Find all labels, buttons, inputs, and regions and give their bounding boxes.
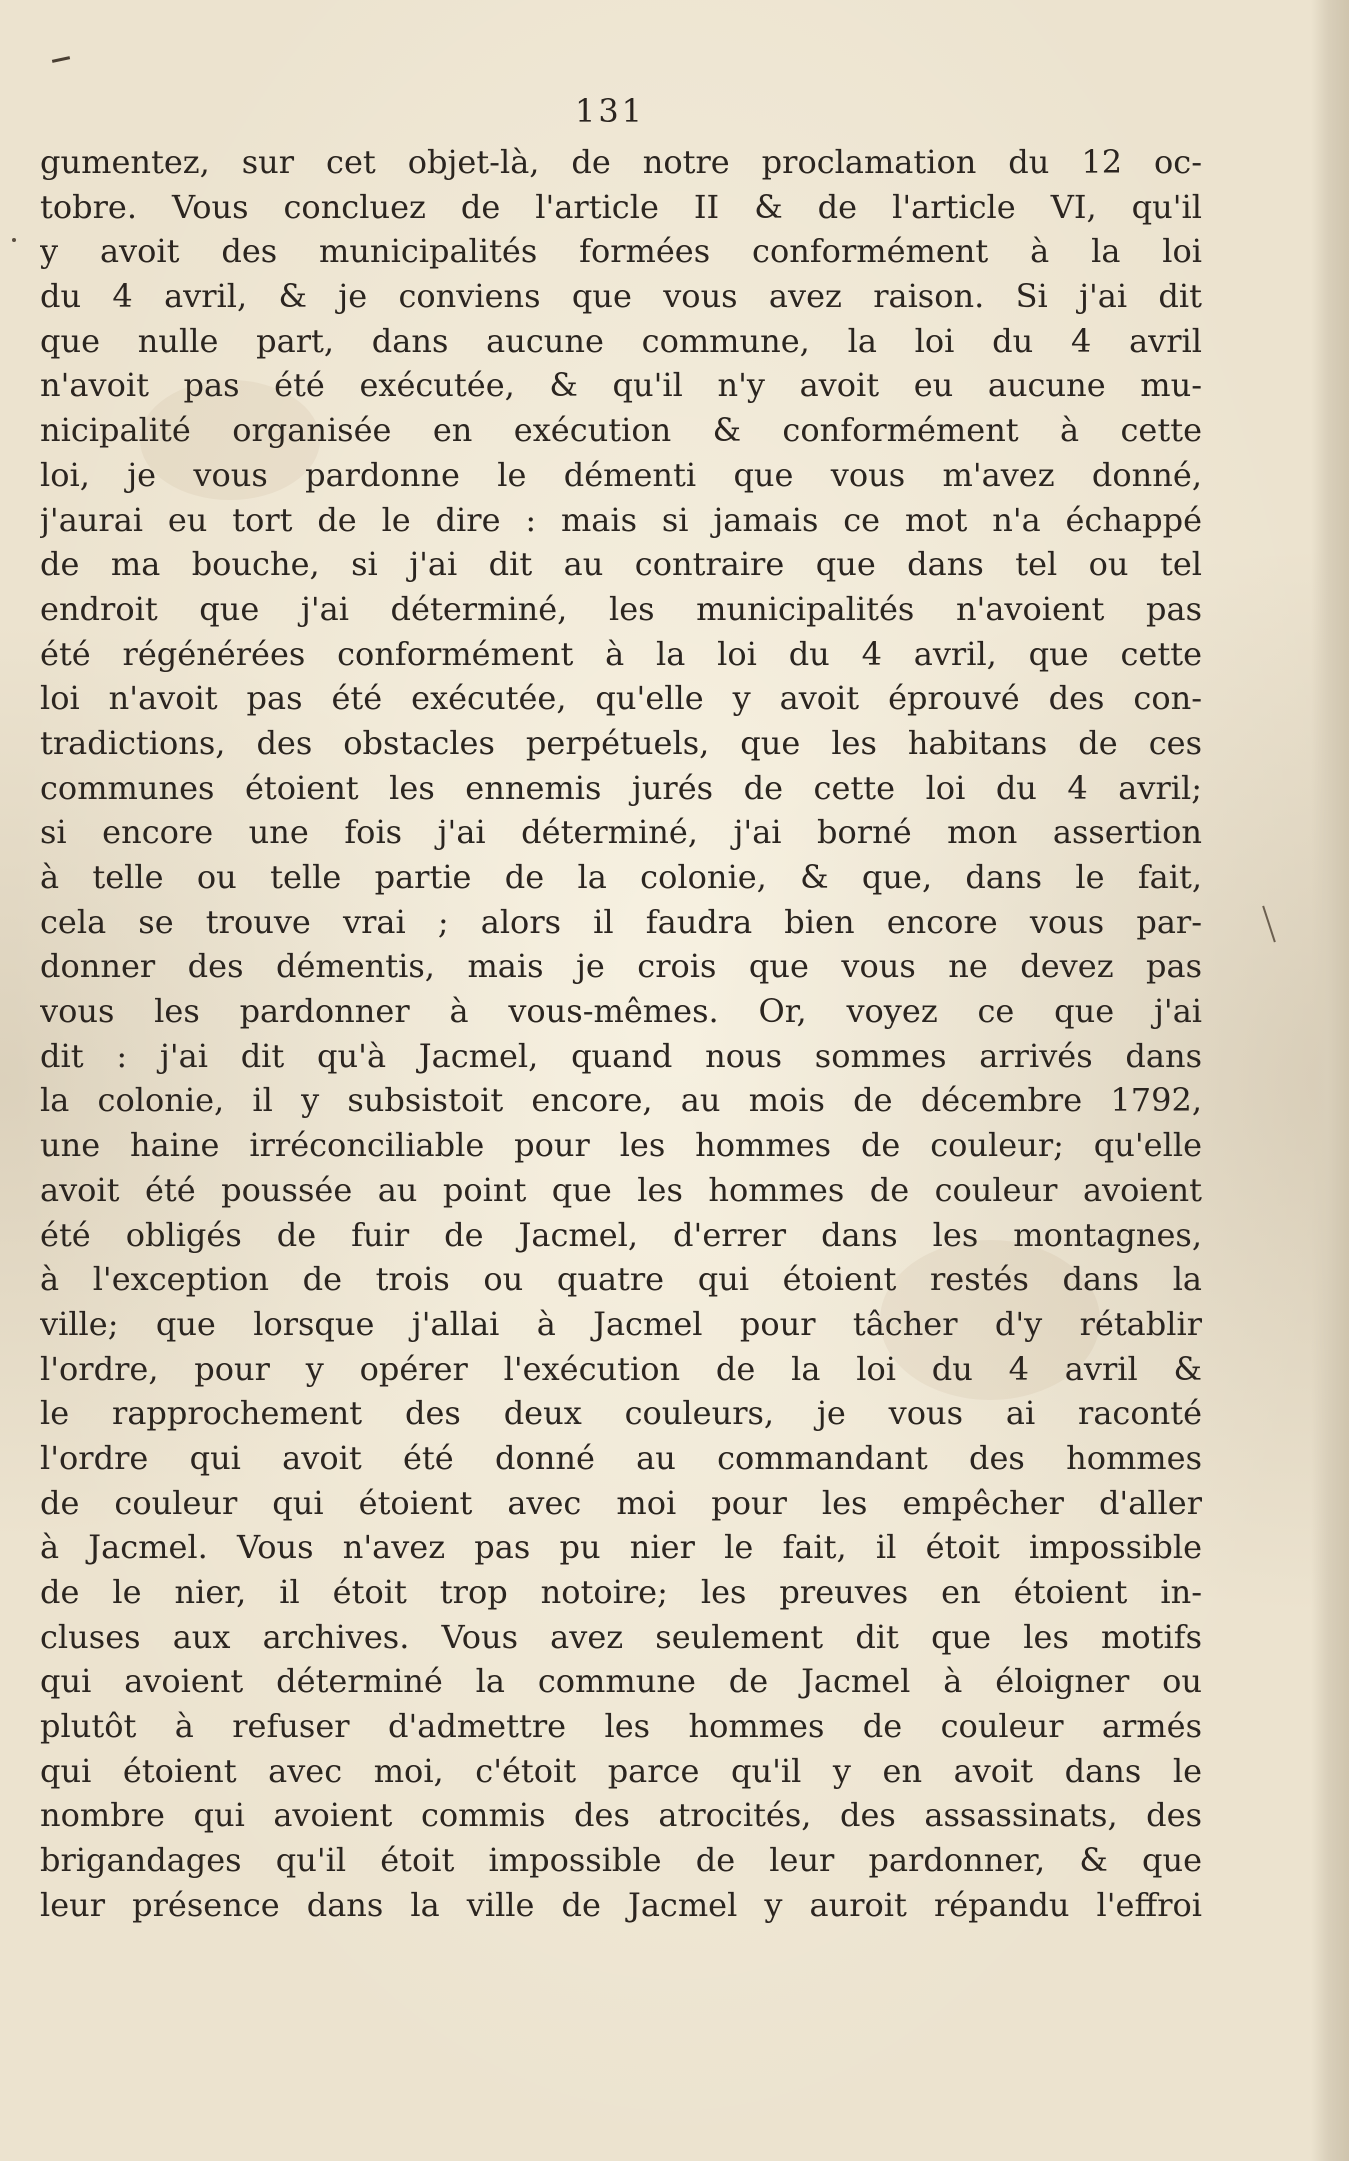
text-line: de ma bouche, si j'ai dit au contraire que dans tel ou tel (40, 545, 1202, 584)
text-line: y avoit des municipalités formées conformément à la loi (40, 232, 1202, 271)
stray-ink-dot (12, 238, 16, 242)
text-line: une haine irréconciliable pour les hommes de couleur; qu'elle (40, 1126, 1202, 1165)
text-line: n'avoit pas été exécutée, & qu'il n'y avoit eu aucune mu- (40, 366, 1202, 405)
text-line: tobre. Vous concluez de l'article II & de l'article VI, qu'il (40, 187, 1202, 226)
text-line: que nulle part, dans aucune commune, la loi du 4 avril (40, 321, 1202, 360)
text-line: à l'exception de trois ou quatre qui étoient restés dans la (40, 1260, 1202, 1299)
page-edge-shadow (1311, 0, 1349, 2161)
text-line: dit : j'ai dit qu'à Jacmel, quand nous sommes arrivés dans (40, 1036, 1202, 1075)
text-line: l'ordre, pour y opérer l'exécution de la loi du 4 avril & (40, 1349, 1202, 1388)
text-line: vous les pardonner à vous-mêmes. Or, voyez ce que j'ai (40, 992, 1202, 1031)
text-line: cluses aux archives. Vous avez seulement dit que les motifs (40, 1617, 1202, 1656)
text-line: nicipalité organisée en exécution & conformément à cette (40, 411, 1202, 450)
text-line: nombre qui avoient commis des atrocités, des assassinats, des (40, 1796, 1202, 1835)
text-line: qui avoient déterminé la commune de Jacmel à éloigner ou (40, 1662, 1202, 1701)
margin-pencil-mark (1262, 906, 1276, 943)
text-line: communes étoient les ennemis jurés de cette loi du 4 avril; (40, 768, 1202, 807)
text-line: leur présence dans la ville de Jacmel y auroit répandu l'effroi (40, 1885, 1202, 1924)
text-line: loi n'avoit pas été exécutée, qu'elle y avoit éprouvé des con- (40, 679, 1202, 718)
text-line: du 4 avril, & je conviens que vous avez raison. Si j'ai dit (40, 277, 1202, 316)
text-line: été obligés de fuir de Jacmel, d'errer dans les montagnes, (40, 1215, 1202, 1254)
page-number: 131 (574, 92, 646, 130)
text-line: qui étoient avec moi, c'étoit parce qu'il y en avoit dans le (40, 1751, 1202, 1790)
text-line: plutôt à refuser d'admettre les hommes de couleur armés (40, 1707, 1202, 1746)
text-line: donner des démentis, mais je crois que vous ne devez pas (40, 947, 1202, 986)
text-line: à telle ou telle partie de la colonie, & que, dans le fait, (40, 858, 1202, 896)
text-line: été régénérées conformément à la loi du 4 avril, que cette (40, 634, 1202, 673)
text-line: loi, je vous pardonne le démenti que vous m'avez donné, (40, 455, 1202, 494)
text-line: j'aurai eu tort de le dire : mais si jamais ce mot n'a échappé (40, 500, 1202, 539)
text-line: cela se trouve vrai ; alors il faudra bien encore vous par- (40, 902, 1202, 941)
text-line: ville; que lorsque j'allai à Jacmel pour tâcher d'y rétablir (40, 1304, 1202, 1343)
body-text (40, 140, 1202, 1928)
text-line: si encore une fois j'ai déterminé, j'ai borné mon assertion (40, 813, 1202, 852)
text-line: avoit été poussée au point que les hommes de couleur avoient (40, 1170, 1202, 1209)
text-line: la colonie, il y subsistoit encore, au mois de décembre 1792, (40, 1081, 1202, 1120)
text-line: gumentez, sur cet objet-là, de notre proclamation du 12 oc- (40, 143, 1202, 181)
text-line: de couleur qui étoient avec moi pour les empêcher d'aller (40, 1483, 1202, 1522)
text-line: l'ordre qui avoit été donné au commandant des hommes (40, 1438, 1202, 1477)
text-line: tradictions, des obstacles perpétuels, que les habitans de ces (40, 723, 1202, 762)
text-line: de le nier, il étoit trop notoire; les preuves en étoient in- (40, 1573, 1202, 1611)
text-line: endroit que j'ai déterminé, les municipalités n'avoient pas (40, 589, 1202, 628)
text-line: à Jacmel. Vous n'avez pas pu nier le fait, il étoit impossible (40, 1528, 1202, 1567)
text-line: brigandages qu'il étoit impossible de leur pardonner, & que (40, 1841, 1202, 1880)
stray-ink-mark (52, 56, 70, 63)
text-line: le rapprochement des deux couleurs, je vous ai raconté (40, 1394, 1202, 1433)
